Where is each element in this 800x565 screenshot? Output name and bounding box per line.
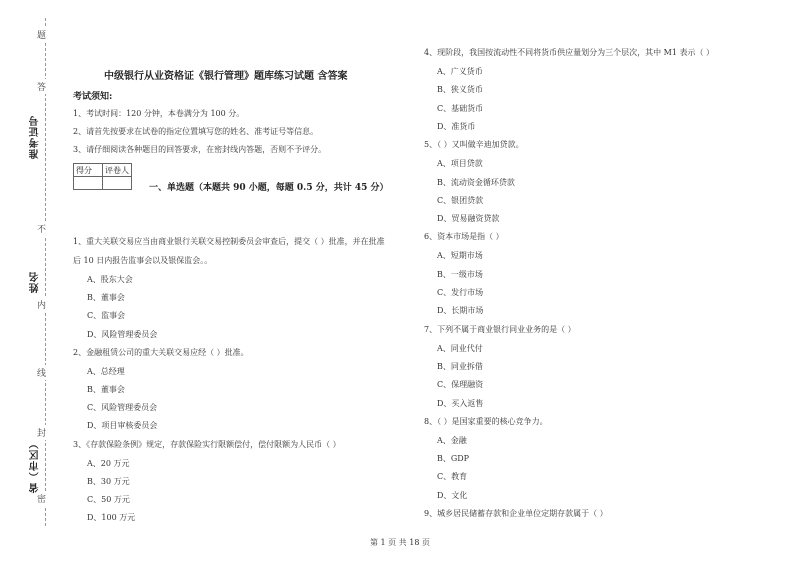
answer-option: A、项目贷款 xyxy=(437,159,483,169)
answer-option: B、狭义货币 xyxy=(437,85,483,95)
notice-item: 3、请仔细阅读各种题目的回答要求，在密封线内答题，否则不予评分。 xyxy=(73,145,327,154)
question-text: 后 10 日内报告监事会以及银保监会。。 xyxy=(73,256,213,265)
notice-item: 2、请首先按要求在试卷的指定位置填写您的姓名、准考证号等信息。 xyxy=(73,127,319,136)
question-text: 9、城乡居民储蓄存款和企业单位定期存款属于（ ） xyxy=(424,509,608,518)
page-footer: 第 1 页 共 18 页 xyxy=(370,538,430,547)
answer-option: B、董事会 xyxy=(87,293,125,303)
answer-option: A、总经理 xyxy=(87,366,125,376)
answer-option: D、准货币 xyxy=(437,121,476,131)
binding-char: 内 xyxy=(37,297,46,312)
answer-option: A、金融 xyxy=(437,435,467,445)
answer-option: B、一级市场 xyxy=(437,269,483,279)
question-text: 6、资本市场是指（ ） xyxy=(424,232,504,242)
answer-option: C、教育 xyxy=(437,472,468,482)
question-text: 7、下列不属于商业银行同业业务的是（ ） xyxy=(424,324,576,334)
answer-option: C、50 万元 xyxy=(87,495,130,504)
answer-option: B、流动资金循环贷款 xyxy=(437,177,515,187)
question-text: 2、金融租赁公司的重大关联交易应经（ ）批准。 xyxy=(73,347,249,357)
answer-option: B、同业拆借 xyxy=(437,361,483,371)
page-title: 中级银行从业资格证《银行管理》题库练习试题 含答案 xyxy=(104,71,348,82)
answer-option: D、文化 xyxy=(437,490,468,500)
answer-option: A、短期市场 xyxy=(437,251,483,261)
binding-line xyxy=(45,18,46,526)
answer-option: A、20 万元 xyxy=(87,458,130,468)
answer-option: C、风险管理委员会 xyxy=(87,403,158,413)
binding-char: 答 xyxy=(37,79,46,94)
notice-heading: 考试须知: xyxy=(73,92,113,102)
score-table xyxy=(73,163,132,190)
answer-option: C、保理融资 xyxy=(437,380,484,390)
score-value-cell[interactable] xyxy=(74,177,103,190)
binding-char: 密 xyxy=(37,491,46,506)
answer-option: A、股东大会 xyxy=(87,275,133,284)
binding-char: 题 xyxy=(37,27,46,42)
answer-option: D、项目审核委员会 xyxy=(87,421,158,431)
answer-option: D、长期市场 xyxy=(437,306,484,316)
answer-option: A、广义货币 xyxy=(437,67,483,76)
province-label: 省（市区） xyxy=(30,438,41,493)
question-text: 5、（ ）又叫做辛迪加贷款。 xyxy=(424,140,524,150)
answer-option: D、买入返售 xyxy=(437,398,484,408)
answer-option: B、董事会 xyxy=(87,385,125,394)
answer-option: C、发行市场 xyxy=(437,288,484,297)
answer-option: B、30 万元 xyxy=(87,476,130,486)
notice-item: 1、考试时间：120 分钟，本卷满分为 100 分。 xyxy=(73,109,245,118)
answer-option: B、GDP xyxy=(437,454,470,464)
question-text: 8、（ ）是国家重要的核心竞争力。 xyxy=(424,416,548,426)
question-text: 4、现阶段，我国按流动性不同将货币供应量划分为三个层次，其中 M1 表示（ ） xyxy=(424,48,714,57)
binding-char: 线 xyxy=(37,365,46,380)
answer-option: C、基础货币 xyxy=(437,103,484,113)
answer-option: D、风险管理委员会 xyxy=(87,329,158,339)
question-text: 1、重大关联交易应当由商业银行关联交易控制委员会审查后，提交（ ）批准，并在批准 xyxy=(73,237,385,246)
answer-option: C、监事会 xyxy=(87,311,126,321)
binding-char: 封 xyxy=(37,425,46,440)
question-text: 3、《存款保险条例》规定，存款保险实行限额偿付，偿付限额为人民币（ ） xyxy=(73,439,341,449)
binding-char: 不 xyxy=(37,221,46,236)
answer-option: C、银团贷款 xyxy=(437,195,484,205)
name-label: 姓名 xyxy=(30,271,41,293)
answer-option: A、同业代付 xyxy=(437,343,483,353)
grader-cell: 评卷人 xyxy=(103,164,132,177)
exam-number-label: 准考证号 xyxy=(30,115,41,159)
section-heading: 一、单选题（本题共 90 小题，每题 0.5 分，共计 45 分） xyxy=(149,183,389,193)
grader-value-cell[interactable] xyxy=(103,177,132,190)
score-cell: 得分 xyxy=(74,164,103,177)
answer-option: D、100 万元 xyxy=(87,513,136,523)
answer-option: D、贸易融资贷款 xyxy=(437,214,500,224)
